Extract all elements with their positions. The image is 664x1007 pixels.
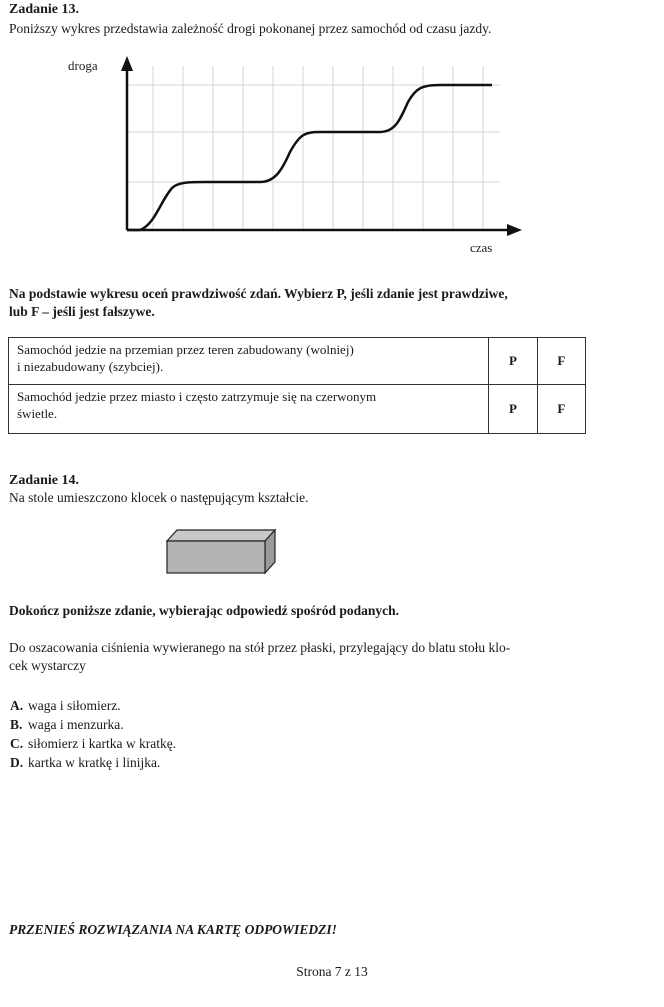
table-row [9, 338, 586, 385]
x-axis-arrow-icon [507, 224, 522, 236]
answer-letter: D. [10, 755, 24, 770]
option-true-1[interactable]: P [489, 338, 537, 385]
task13-instruction-line1: Na podstawie wykresu oceń prawdziwość zdań. Wybierz P, jeśli zdanie jest prawdziwe, [9, 286, 508, 301]
statement-cell [9, 338, 489, 385]
answer-option-a[interactable] [10, 696, 176, 715]
page-number: Strona 7 z 13 [296, 964, 368, 979]
option-false-2[interactable]: F [537, 385, 585, 434]
answer-option-b[interactable] [10, 715, 176, 734]
answer-text: siłomierz i kartka w kratkę. [28, 736, 177, 751]
table-row [9, 385, 586, 434]
option-false-1[interactable]: F [537, 338, 585, 385]
task14-title: Zadanie 14. [9, 473, 80, 488]
task14-stem-line2: cek wystarczy [9, 658, 86, 673]
answer-letter: A. [10, 698, 24, 713]
statement-1-line1: Samochód jedzie na przemian przez teren zabudowany (wolniej) [17, 342, 354, 357]
distance-curve [127, 85, 492, 230]
distance-time-graph [60, 52, 530, 257]
answer-list [10, 696, 176, 772]
true-false-table [8, 337, 586, 434]
transfer-answers-note: PRZENIEŚ ROZWIĄZANIA NA KARTĘ ODPOWIEDZI! [9, 922, 337, 937]
answer-option-d[interactable] [10, 753, 176, 772]
answer-text: waga i siłomierz. [28, 698, 121, 713]
task14-instruction: Dokończ poniższe zdanie, wybierając odpowiedź spośród podanych. [9, 603, 400, 618]
block-icon [163, 527, 283, 577]
statement-1-line2: i niezabudowany (szybciej). [17, 359, 164, 374]
option-true-2[interactable]: P [489, 385, 537, 434]
answer-text: kartka w kratkę i linijka. [28, 755, 161, 770]
statement-2-line1: Samochód jedzie przez miasto i często zatrzymuje się na czerwonym [17, 389, 377, 404]
graph-xlabel: czas [470, 240, 493, 255]
graph-grid [127, 66, 500, 230]
task14-stem-line1: Do oszacowania ciśnienia wywieranego na stół przez płaski, przylegający do blatu stołu klo- [9, 640, 511, 655]
task13-intro: Poniższy wykres przedstawia zależność drogi pokonanej przez samochód od czasu jazdy. [9, 21, 492, 36]
task13-instruction-line2: lub F – jeśli jest fałszywe. [9, 304, 155, 319]
statement-cell [9, 385, 489, 434]
answer-option-c[interactable] [10, 734, 176, 753]
task13-title: Zadanie 13. [9, 2, 80, 17]
answer-text: waga i menzurka. [28, 717, 124, 732]
graph-ylabel: droga [68, 58, 98, 73]
statement-2-line2: świetle. [17, 406, 58, 421]
answer-letter: C. [10, 736, 24, 751]
y-axis-arrow-icon [121, 56, 133, 71]
task14-intro: Na stole umieszczono klocek o następującym kształcie. [9, 490, 309, 505]
answer-letter: B. [10, 717, 23, 732]
